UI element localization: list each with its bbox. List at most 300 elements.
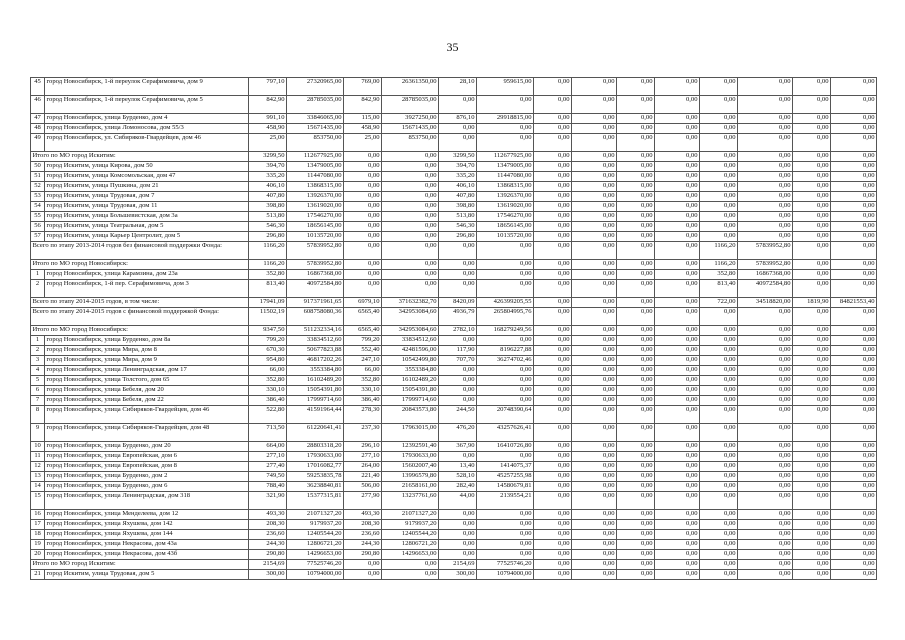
- value-cell: 342953084,60: [382, 308, 439, 326]
- value-cell: 0,00: [793, 346, 831, 356]
- value-cell: 0,00: [382, 260, 439, 270]
- value-cell: 0,00: [655, 124, 700, 134]
- value-cell: 0,00: [700, 124, 738, 134]
- value-cell: 0,00: [572, 346, 617, 356]
- value-cell: 0,00: [617, 182, 655, 192]
- value-cell: 0,00: [738, 78, 793, 96]
- value-cell: 0,00: [617, 114, 655, 124]
- value-cell: 0,00: [831, 326, 877, 336]
- row-label: Итого по МО город Искитим:: [31, 152, 249, 162]
- value-cell: 57839952,80: [287, 242, 344, 260]
- value-cell: 13619020,00: [287, 202, 344, 212]
- value-cell: 36238840,81: [287, 482, 344, 492]
- value-cell: 0,00: [831, 472, 877, 482]
- value-cell: 0,00: [738, 510, 793, 520]
- value-cell: 0,00: [700, 492, 738, 510]
- value-cell: 0,00: [617, 232, 655, 242]
- value-cell: 33834512,60: [287, 336, 344, 346]
- value-cell: 0,00: [344, 202, 382, 212]
- value-cell: 13479005,00: [477, 162, 534, 172]
- table-row: [31, 162, 877, 172]
- value-cell: 0,00: [382, 560, 439, 570]
- address-cell: город Новосибирск, улица Ленинградская, дом 318: [45, 492, 249, 510]
- value-cell: 0,00: [534, 270, 572, 280]
- value-cell: 0,00: [534, 298, 572, 308]
- table-total-row: [31, 560, 877, 570]
- value-cell: 0,00: [831, 182, 877, 192]
- value-cell: 2139554,21: [477, 492, 534, 510]
- address-cell: город Новосибирск, улица Яхушева, дом 142: [45, 520, 249, 530]
- value-cell: 0,00: [572, 424, 617, 442]
- value-cell: 0,00: [793, 336, 831, 346]
- table-row: [31, 540, 877, 550]
- row-number: 50: [31, 162, 45, 172]
- value-cell: 0,00: [534, 162, 572, 172]
- value-cell: 522,80: [249, 406, 287, 424]
- value-cell: 0,00: [617, 492, 655, 510]
- value-cell: 0,00: [534, 134, 572, 152]
- row-label: Итого по МО город Новосибирск:: [31, 260, 249, 270]
- value-cell: 0,00: [382, 202, 439, 212]
- value-cell: 0,00: [655, 406, 700, 424]
- value-cell: 0,00: [793, 452, 831, 462]
- value-cell: 10794000,00: [287, 570, 344, 580]
- value-cell: 59253835,78: [287, 472, 344, 482]
- value-cell: 0,00: [655, 162, 700, 172]
- value-cell: 9347,50: [249, 326, 287, 336]
- table-row: [31, 134, 877, 152]
- value-cell: 0,00: [738, 570, 793, 580]
- value-cell: 0,00: [439, 520, 477, 530]
- value-cell: 0,00: [738, 124, 793, 134]
- value-cell: 0,00: [655, 114, 700, 124]
- value-cell: 15054391,80: [287, 386, 344, 396]
- address-cell: город Искитим, улица Кирова, дом 50: [45, 162, 249, 172]
- row-number: 51: [31, 172, 45, 182]
- value-cell: 546,30: [439, 222, 477, 232]
- row-number: 2: [31, 280, 45, 298]
- value-cell: 0,00: [439, 540, 477, 550]
- table-row: [31, 78, 877, 96]
- value-cell: 13,40: [439, 462, 477, 472]
- value-cell: 0,00: [534, 222, 572, 232]
- row-number: 13: [31, 472, 45, 482]
- value-cell: 18656145,00: [477, 222, 534, 232]
- value-cell: 0,00: [534, 260, 572, 270]
- value-cell: 0,00: [831, 492, 877, 510]
- row-number: 20: [31, 550, 45, 560]
- table-row: [31, 202, 877, 212]
- value-cell: 0,00: [572, 182, 617, 192]
- value-cell: 0,00: [831, 406, 877, 424]
- value-cell: 57839952,80: [287, 260, 344, 270]
- value-cell: 1166,20: [249, 260, 287, 270]
- value-cell: 0,00: [617, 222, 655, 232]
- value-cell: 0,00: [738, 406, 793, 424]
- value-cell: 0,00: [700, 386, 738, 396]
- value-cell: 749,50: [249, 472, 287, 482]
- value-cell: 0,00: [793, 520, 831, 530]
- value-cell: 0,00: [700, 96, 738, 114]
- value-cell: 664,00: [249, 442, 287, 452]
- value-cell: 0,00: [534, 366, 572, 376]
- table-total-row: [31, 260, 877, 270]
- value-cell: 0,00: [617, 530, 655, 540]
- value-cell: 0,00: [831, 376, 877, 386]
- value-cell: 296,80: [439, 232, 477, 242]
- value-cell: 0,00: [617, 242, 655, 260]
- value-cell: 0,00: [617, 540, 655, 550]
- row-label: Итого по МО город Искитим:: [31, 560, 249, 570]
- value-cell: 0,00: [572, 78, 617, 96]
- value-cell: 0,00: [831, 114, 877, 124]
- value-cell: 0,00: [793, 406, 831, 424]
- value-cell: 335,20: [439, 172, 477, 182]
- table-row: [31, 424, 877, 442]
- value-cell: 0,00: [477, 366, 534, 376]
- value-cell: 0,00: [617, 482, 655, 492]
- value-cell: 0,00: [439, 376, 477, 386]
- value-cell: 0,00: [700, 78, 738, 96]
- value-cell: 0,00: [344, 162, 382, 172]
- value-cell: 0,00: [655, 308, 700, 326]
- value-cell: 0,00: [700, 222, 738, 232]
- value-cell: 0,00: [382, 570, 439, 580]
- value-cell: 0,00: [793, 78, 831, 96]
- value-cell: 0,00: [793, 96, 831, 114]
- value-cell: 15671435,00: [287, 124, 344, 134]
- value-cell: 17930633,00: [382, 452, 439, 462]
- value-cell: 0,00: [572, 270, 617, 280]
- value-cell: 0,00: [617, 386, 655, 396]
- value-cell: 0,00: [738, 462, 793, 472]
- value-cell: 1166,20: [249, 242, 287, 260]
- value-cell: 0,00: [617, 326, 655, 336]
- value-cell: 0,00: [344, 242, 382, 260]
- value-cell: 282,40: [439, 482, 477, 492]
- value-cell: 3553384,80: [382, 366, 439, 376]
- table-row: [31, 172, 877, 182]
- value-cell: 13479005,00: [287, 162, 344, 172]
- value-cell: 0,00: [344, 280, 382, 298]
- value-cell: 0,00: [477, 134, 534, 152]
- value-cell: 9179937,20: [382, 520, 439, 530]
- value-cell: 0,00: [655, 492, 700, 510]
- value-cell: 0,00: [655, 78, 700, 96]
- value-cell: 406,10: [249, 182, 287, 192]
- value-cell: 0,00: [477, 452, 534, 462]
- value-cell: 0,00: [617, 212, 655, 222]
- value-cell: 0,00: [439, 124, 477, 134]
- value-cell: 0,00: [831, 172, 877, 182]
- value-cell: 0,00: [738, 492, 793, 510]
- value-cell: 0,00: [534, 346, 572, 356]
- value-cell: 0,00: [617, 520, 655, 530]
- value-cell: 0,00: [655, 192, 700, 202]
- value-cell: 0,00: [382, 212, 439, 222]
- value-cell: 0,00: [655, 222, 700, 232]
- value-cell: 0,00: [793, 260, 831, 270]
- value-cell: 6979,10: [344, 298, 382, 308]
- value-cell: 11447080,00: [287, 172, 344, 182]
- value-cell: 1414075,37: [477, 462, 534, 472]
- value-cell: 0,00: [572, 280, 617, 298]
- value-cell: 352,80: [344, 376, 382, 386]
- value-cell: 0,00: [534, 424, 572, 442]
- value-cell: 0,00: [534, 336, 572, 346]
- value-cell: 0,00: [793, 540, 831, 550]
- value-cell: 0,00: [700, 442, 738, 452]
- value-cell: 0,00: [477, 242, 534, 260]
- value-cell: 0,00: [534, 308, 572, 326]
- value-cell: 0,00: [700, 162, 738, 172]
- value-cell: 0,00: [738, 540, 793, 550]
- value-cell: 0,00: [738, 356, 793, 366]
- value-cell: 0,00: [534, 212, 572, 222]
- value-cell: 28785035,00: [287, 96, 344, 114]
- value-cell: 40972584,80: [738, 280, 793, 298]
- value-cell: 57839952,80: [738, 242, 793, 260]
- value-cell: 0,00: [793, 326, 831, 336]
- value-cell: 244,30: [249, 540, 287, 550]
- value-cell: 386,40: [344, 396, 382, 406]
- value-cell: 0,00: [738, 212, 793, 222]
- value-cell: 0,00: [831, 530, 877, 540]
- value-cell: 0,00: [572, 192, 617, 202]
- value-cell: 0,00: [831, 280, 877, 298]
- value-cell: 398,80: [439, 202, 477, 212]
- value-cell: 0,00: [831, 232, 877, 242]
- value-cell: 117,90: [439, 346, 477, 356]
- row-number: 6: [31, 386, 45, 396]
- value-cell: 168279249,56: [477, 326, 534, 336]
- value-cell: 0,00: [738, 96, 793, 114]
- value-cell: 300,00: [439, 570, 477, 580]
- value-cell: 15602007,40: [382, 462, 439, 472]
- value-cell: 0,00: [617, 134, 655, 152]
- value-cell: 0,00: [572, 298, 617, 308]
- value-cell: 0,00: [738, 396, 793, 406]
- value-cell: 506,00: [344, 482, 382, 492]
- value-cell: 0,00: [572, 260, 617, 270]
- value-cell: 2154,69: [249, 560, 287, 570]
- value-cell: 17941,09: [249, 298, 287, 308]
- value-cell: 493,30: [344, 510, 382, 520]
- value-cell: 0,00: [534, 182, 572, 192]
- value-cell: 0,00: [572, 96, 617, 114]
- value-cell: 264,00: [344, 462, 382, 472]
- value-cell: 0,00: [738, 308, 793, 326]
- value-cell: 0,00: [534, 242, 572, 260]
- value-cell: 0,00: [738, 424, 793, 442]
- address-cell: город Новосибирск, улица Бебеля, дом 20: [45, 386, 249, 396]
- value-cell: 0,00: [655, 232, 700, 242]
- value-cell: 0,00: [534, 462, 572, 472]
- address-cell: город Новосибирск, улица Некрасова, дом 43а: [45, 540, 249, 550]
- address-cell: город Новосибирск, улица Сибиряков-Гвардейцев, дом 48: [45, 424, 249, 442]
- value-cell: 0,00: [655, 152, 700, 162]
- value-cell: 0,00: [700, 530, 738, 540]
- value-cell: 476,20: [439, 424, 477, 442]
- resettlement-table: [30, 77, 877, 580]
- value-cell: 0,00: [738, 192, 793, 202]
- value-cell: 0,00: [477, 260, 534, 270]
- value-cell: 0,00: [617, 376, 655, 386]
- value-cell: 0,00: [700, 366, 738, 376]
- table-row: [31, 192, 877, 202]
- value-cell: 0,00: [793, 308, 831, 326]
- value-cell: 296,80: [249, 232, 287, 242]
- value-cell: 0,00: [793, 510, 831, 520]
- value-cell: 0,00: [831, 462, 877, 472]
- address-cell: город Искитим, улица Комсомольская, дом 47: [45, 172, 249, 182]
- value-cell: 0,00: [572, 124, 617, 134]
- value-cell: 0,00: [534, 520, 572, 530]
- value-cell: 277,90: [344, 492, 382, 510]
- value-cell: 0,00: [617, 346, 655, 356]
- value-cell: 0,00: [534, 202, 572, 212]
- value-cell: 0,00: [700, 540, 738, 550]
- value-cell: 0,00: [700, 202, 738, 212]
- value-cell: 0,00: [700, 192, 738, 202]
- value-cell: 0,00: [738, 134, 793, 152]
- value-cell: 0,00: [617, 124, 655, 134]
- value-cell: 21071327,20: [382, 510, 439, 520]
- value-cell: 0,00: [344, 560, 382, 570]
- value-cell: 0,00: [477, 510, 534, 520]
- value-cell: 0,00: [831, 152, 877, 162]
- value-cell: 959615,00: [477, 78, 534, 96]
- value-cell: 0,00: [793, 570, 831, 580]
- value-cell: 0,00: [572, 510, 617, 520]
- table-row: [31, 346, 877, 356]
- value-cell: 0,00: [439, 260, 477, 270]
- value-cell: 17546270,00: [477, 212, 534, 222]
- value-cell: 0,00: [793, 396, 831, 406]
- table-row: [31, 492, 877, 510]
- value-cell: 84821553,40: [831, 298, 877, 308]
- value-cell: 57839952,80: [738, 260, 793, 270]
- value-cell: 9179937,20: [287, 520, 344, 530]
- value-cell: 552,40: [344, 346, 382, 356]
- value-cell: 0,00: [793, 242, 831, 260]
- value-cell: 0,00: [572, 472, 617, 482]
- value-cell: 0,00: [439, 510, 477, 520]
- value-cell: 0,00: [477, 396, 534, 406]
- row-number: 48: [31, 124, 45, 134]
- row-number: 12: [31, 462, 45, 472]
- value-cell: 0,00: [655, 182, 700, 192]
- value-cell: 0,00: [572, 396, 617, 406]
- value-cell: 61220641,41: [287, 424, 344, 442]
- value-cell: 0,00: [831, 222, 877, 232]
- row-number: 19: [31, 540, 45, 550]
- row-number: 17: [31, 520, 45, 530]
- value-cell: 0,00: [572, 242, 617, 260]
- table-row: [31, 212, 877, 222]
- value-cell: 0,00: [382, 232, 439, 242]
- value-cell: 406,10: [439, 182, 477, 192]
- value-cell: 13619020,00: [477, 202, 534, 212]
- value-cell: 722,00: [700, 298, 738, 308]
- row-number: 56: [31, 222, 45, 232]
- value-cell: 0,00: [534, 280, 572, 298]
- row-number: 3: [31, 356, 45, 366]
- value-cell: 0,00: [655, 560, 700, 570]
- value-cell: 0,00: [655, 424, 700, 442]
- value-cell: 277,40: [249, 462, 287, 472]
- value-cell: 0,00: [655, 540, 700, 550]
- value-cell: 0,00: [793, 386, 831, 396]
- value-cell: 0,00: [793, 134, 831, 152]
- value-cell: 20748390,64: [477, 406, 534, 424]
- row-number: 16: [31, 510, 45, 520]
- page-number: 35: [446, 40, 459, 54]
- value-cell: 17999714,60: [382, 396, 439, 406]
- value-cell: 0,00: [793, 366, 831, 376]
- value-cell: 0,00: [831, 212, 877, 222]
- value-cell: 8196227,88: [477, 346, 534, 356]
- value-cell: 321,90: [249, 492, 287, 510]
- value-cell: 0,00: [382, 152, 439, 162]
- value-cell: 0,00: [572, 386, 617, 396]
- value-cell: 0,00: [700, 212, 738, 222]
- value-cell: 13926370,00: [477, 192, 534, 202]
- value-cell: 0,00: [793, 162, 831, 172]
- value-cell: 0,00: [700, 406, 738, 424]
- row-number: 1: [31, 270, 45, 280]
- value-cell: 0,00: [831, 134, 877, 152]
- value-cell: 0,00: [738, 376, 793, 386]
- value-cell: 0,00: [617, 406, 655, 424]
- value-cell: 66,00: [249, 366, 287, 376]
- value-cell: 300,00: [249, 570, 287, 580]
- table-total-row: [31, 242, 877, 260]
- value-cell: 0,00: [793, 492, 831, 510]
- value-cell: 0,00: [793, 270, 831, 280]
- value-cell: 0,00: [617, 260, 655, 270]
- value-cell: 0,00: [738, 222, 793, 232]
- value-cell: 0,00: [700, 396, 738, 406]
- value-cell: 0,00: [534, 124, 572, 134]
- value-cell: 513,80: [439, 212, 477, 222]
- value-cell: 0,00: [655, 346, 700, 356]
- value-cell: 0,00: [617, 510, 655, 520]
- value-cell: 608758080,36: [287, 308, 344, 326]
- address-cell: город Новосибирск, улица Бебеля, дом 22: [45, 396, 249, 406]
- value-cell: 0,00: [700, 520, 738, 530]
- value-cell: 513,80: [249, 212, 287, 222]
- value-cell: 0,00: [572, 152, 617, 162]
- value-cell: 14296653,00: [382, 550, 439, 560]
- value-cell: 352,80: [700, 270, 738, 280]
- value-cell: 407,80: [439, 192, 477, 202]
- value-cell: 25,00: [344, 134, 382, 152]
- row-number: 46: [31, 96, 45, 114]
- value-cell: 0,00: [738, 386, 793, 396]
- value-cell: 0,00: [700, 134, 738, 152]
- value-cell: 917371961,65: [287, 298, 344, 308]
- value-cell: 0,00: [534, 540, 572, 550]
- value-cell: 10135720,00: [287, 232, 344, 242]
- value-cell: 0,00: [738, 202, 793, 212]
- address-cell: город Новосибирск, улица Карамзина, дом 23а: [45, 270, 249, 280]
- value-cell: 0,00: [700, 356, 738, 366]
- value-cell: 208,30: [249, 520, 287, 530]
- value-cell: 0,00: [793, 202, 831, 212]
- value-cell: 10135720,00: [477, 232, 534, 242]
- value-cell: 17930633,00: [287, 452, 344, 462]
